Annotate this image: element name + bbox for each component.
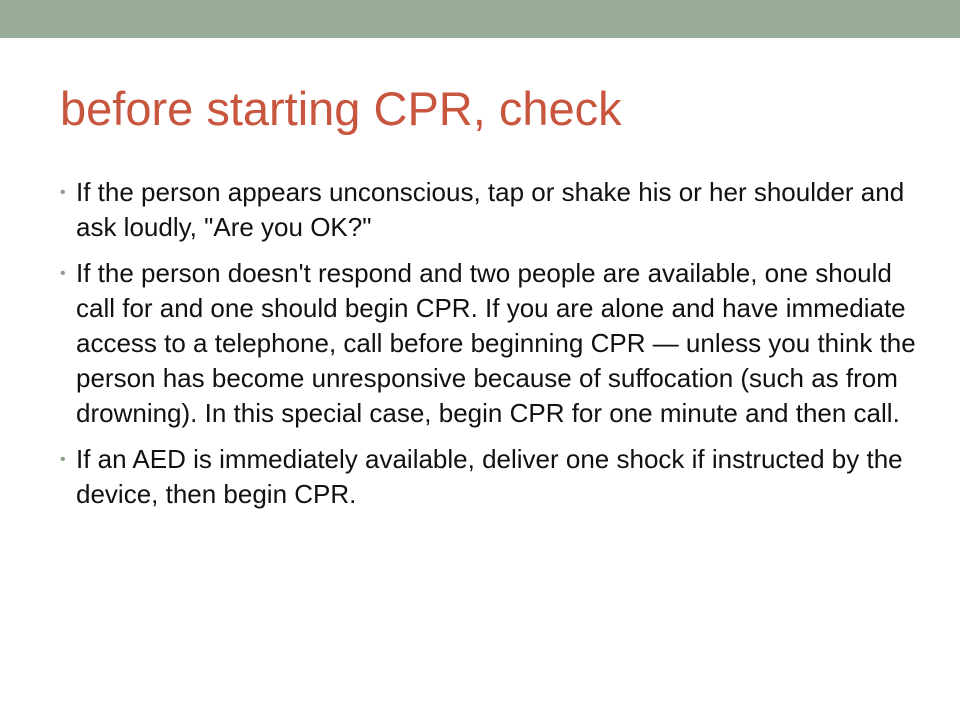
bullet-text: If an AED is immediately available, deliver one shock if instructed by the device, then begin CPR. [76,444,903,509]
bullet-item [60,175,920,245]
bullet-text: If the person doesn't respond and two people are available, one should call for and one should begin CPR. If you are alone and have immediate access to a telephone, call before beginning CPR — unless you think the person has become unresponsive because of suffocation (such as from drowning). In this special case, begin CPR for one minute and then call. [76,258,916,428]
bullet-list [60,175,920,523]
bullet-marker: • [60,184,66,201]
bullet-marker: • [60,451,66,468]
bullet-item [60,256,920,431]
bullet-text: If the person appears unconscious, tap or shake his or her shoulder and ask loudly, "Are you OK?" [76,177,905,242]
bullet-marker: • [60,265,66,282]
top-accent-bar [0,0,960,38]
bullet-item [60,442,920,512]
slide-title: before starting CPR, check [60,82,622,135]
